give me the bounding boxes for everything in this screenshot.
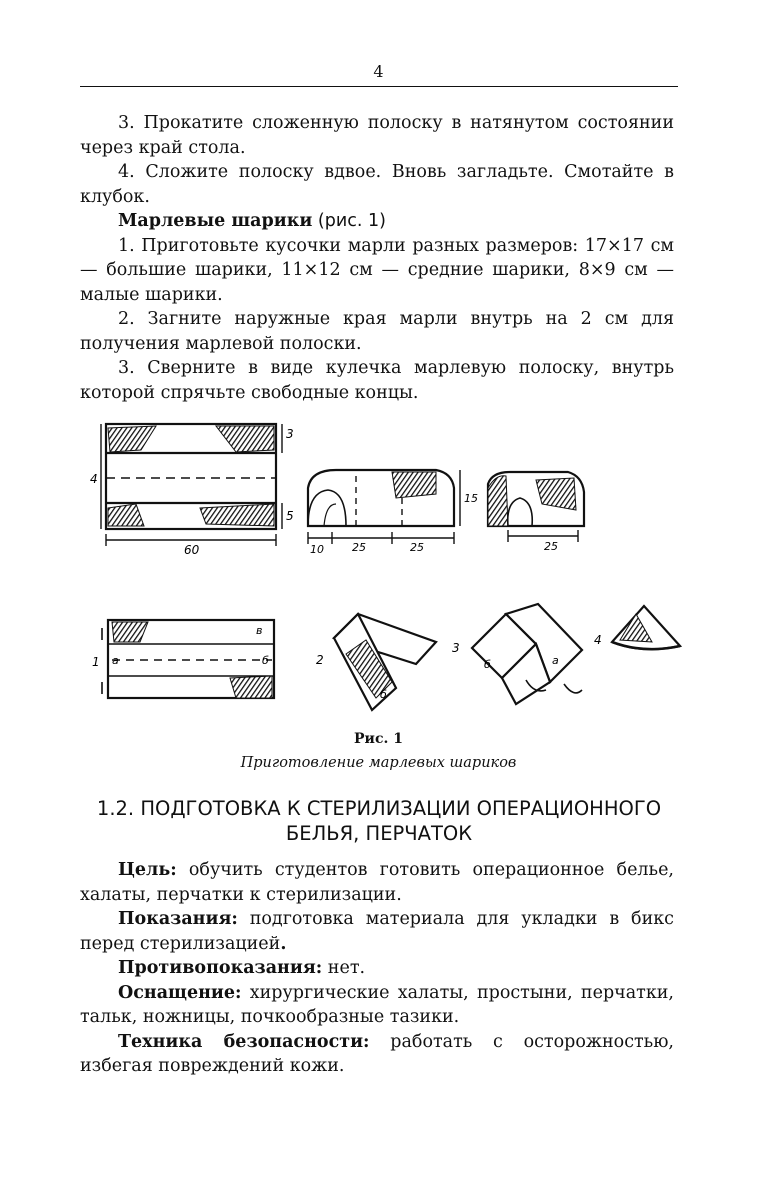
dim-label-15: 15: [464, 492, 478, 505]
indications-end: .: [280, 933, 287, 954]
fold-letter-b-1: б: [262, 654, 269, 667]
indications-text: подготовка материала для укладки в бикс перед стерилизацией: [80, 909, 674, 954]
step-1-drawing: [102, 620, 274, 698]
fold-letter-b-2: б: [380, 688, 387, 701]
step-3-drawing: [472, 604, 582, 704]
step-number-4: 4: [594, 633, 602, 647]
figure-title: Приготовление марлевых шариков: [240, 755, 517, 771]
step-number-3: 3: [452, 641, 460, 655]
dim-label-25-b: 25: [410, 541, 424, 554]
contraindications-text: нет.: [322, 958, 366, 978]
step-4-drawing: [612, 606, 680, 649]
step-number-2: 2: [316, 653, 324, 667]
section-heading: 1.2. ПОДГОТОВКА К СТЕРИЛИЗАЦИИ ОПЕРАЦИОННОГО БЕЛЬЯ, ПЕРЧАТОК: [96, 797, 662, 845]
contraindications-label: Противопоказания:: [118, 958, 323, 978]
safety-paragraph: [80, 1030, 674, 1079]
paragraph-step-4: 4. Сложите полоску вдвое. Вновь загладьте. Смотайте в клубок.: [80, 162, 674, 207]
indications-paragraph: [80, 907, 674, 956]
page-number: 4: [373, 62, 384, 81]
dim-label-4: 4: [90, 472, 98, 486]
paragraph-balls-1: 1. Приготовьте кусочки марли разных размеров: 17×17 см — большие шарики, 11×12 см — средние шарики, 8×9 см — малые шарики.: [80, 235, 674, 305]
strip-folded-drawing: [488, 472, 584, 542]
indications-label: Показания:: [118, 909, 238, 929]
dim-label-10: 10: [310, 543, 324, 556]
equipment-text: хирургические халаты, простыни, перчатки, тальк, ножницы, почкообразные тазики.: [80, 982, 674, 1027]
fold-letter-v-1: в: [256, 624, 263, 637]
figure-label: Рис. 1: [354, 731, 403, 747]
dim-label-60: 60: [184, 543, 200, 557]
equipment-paragraph: [80, 981, 674, 1030]
dim-label-3: 3: [286, 427, 294, 441]
fold-letter-a-3: а: [552, 654, 559, 667]
paragraph-balls-2: 2. Загните наружные края марли внутрь на 2 см для получения марлевой полоски.: [80, 309, 674, 354]
header-rule: [80, 86, 678, 87]
strip-unfolded-drawing: [101, 424, 282, 546]
fold-letter-a-1: а: [112, 654, 119, 667]
instructions-text: [80, 111, 674, 405]
gauze-balls-title: Марлевые шарики: [118, 211, 313, 231]
dim-label-25-a: 25: [352, 541, 366, 554]
goal-paragraph: [80, 858, 674, 907]
gauze-balls-figure: [90, 408, 686, 718]
section-text: [80, 858, 674, 1079]
paragraph-balls-3: 3. Сверните в виде кулечка марлевую полоску, внутрь которой спрячьте свободные концы.: [80, 358, 674, 403]
strip-rolled-drawing: [308, 470, 460, 544]
paragraph-step-3: 3. Прокатите сложенную полоску в натянутом состоянии через край стола.: [80, 113, 674, 158]
dim-label-5: 5: [286, 509, 294, 523]
equipment-label: Оснащение:: [118, 982, 242, 1003]
safety-text: работать с осторожностью, избегая повреждений кожи.: [80, 1031, 674, 1076]
dim-label-25-c: 25: [544, 540, 558, 553]
goal-text: обучить студентов готовить операционное белье, халаты, перчатки к стерилизации.: [80, 860, 674, 905]
contraindications-paragraph: [80, 956, 674, 981]
figure-reference: (рис. 1): [312, 211, 386, 231]
safety-label: Техника безопасности:: [118, 1031, 370, 1052]
step-number-1: 1: [92, 655, 100, 669]
gauze-balls-heading: [80, 209, 674, 234]
goal-label: Цель:: [118, 860, 177, 880]
fold-letter-b-3: б: [484, 658, 491, 671]
